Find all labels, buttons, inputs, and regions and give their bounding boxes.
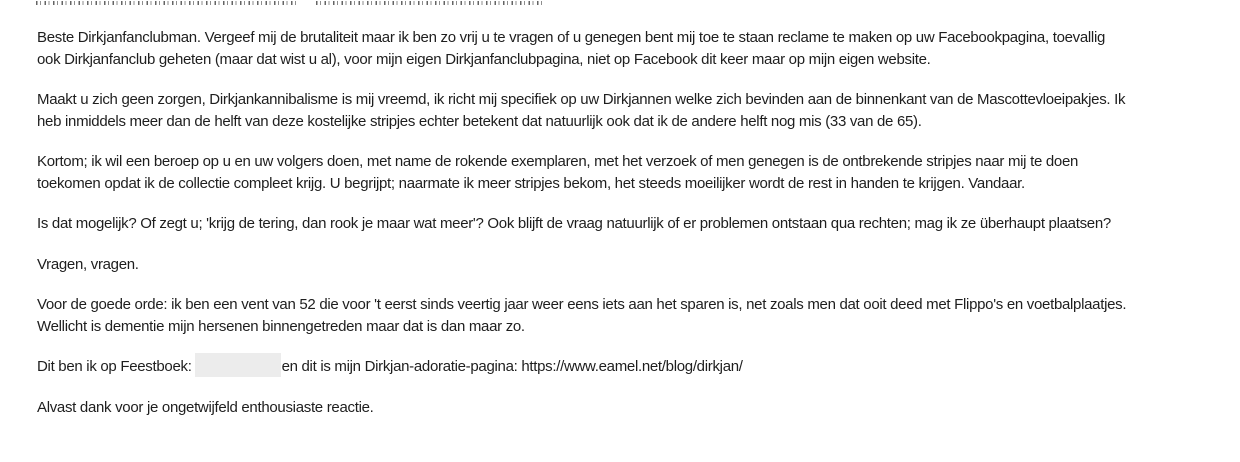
paragraph-feestboek xyxy=(37,356,1200,378)
feestboek-middle: en dit is mijn Dirkjan-adoratie-pagina: xyxy=(281,358,522,375)
paragraph-line: toekomen opdat ik de collectie compleet krijg. U begrijpt; naarmate ik meer stripjes bekom, het steeds moeilijker wordt de rest in handen te krijgen. Vandaar. xyxy=(37,174,1025,192)
paragraph-line xyxy=(37,356,1200,378)
paragraph-line: heb inmiddels meer dan de helft van deze kostelijke stripjes echter betekent dat natuurlijk ook dat ik de andere helft nog mis (33 van de 65). xyxy=(37,112,922,130)
paragraph-line: Wellicht is dementie mijn hersenen binnengetreden maar dat is dan maar zo. xyxy=(37,317,525,335)
paragraph-greeting xyxy=(37,27,1200,70)
paragraph-line: Beste Dirkjanfanclubman. Vergeef mij de brutaliteit maar ik ben zo vrij u te vragen of u genegen bent mij toe te staan reclame te maken op uw Facebookpagina, toevallig xyxy=(37,29,1106,46)
paragraph-about-me xyxy=(37,294,1200,337)
feestboek-prefix: Dit ben ik op Feestboek: xyxy=(37,358,192,375)
dirkjan-page-url: https://www.eamel.net/blog/dirkjan/ xyxy=(521,358,743,375)
redacted-facebook-name-box xyxy=(195,353,281,377)
paragraph-request xyxy=(37,151,1200,194)
paragraph-line: Vragen, vragen. xyxy=(37,255,139,273)
paragraph-line: ook Dirkjanfanclub geheten (maar dat wist u al), voor mijn eigen Dirkjanfanclubpagina, niet op Facebook dit keer maar op mijn eigen website. xyxy=(37,50,931,68)
clipped-heading-fragment-right xyxy=(316,1,545,5)
paragraph-vragen xyxy=(37,254,1200,276)
paragraph-collection xyxy=(37,89,1200,132)
paragraph-line: Voor de goede orde: ik ben een vent van 52 die voor 't eerst sinds veertig jaar weer eens iets aan het sparen is, net zoals men dat ooit deed met Flippo's en voetbalplaatjes. xyxy=(37,296,1127,313)
clipped-heading-fragment-left xyxy=(36,1,298,5)
letter-body xyxy=(37,27,1200,437)
paragraph-line: Alvast dank voor je ongetwijfeld enthousiaste reactie. xyxy=(37,398,374,416)
paragraph-line: Kortom; ik wil een beroep op u en uw volgers doen, met name de rokende exemplaren, met het verzoek of men genegen is de ontbrekende stripjes naar mij te doen xyxy=(37,153,1079,170)
paragraph-line: Is dat mogelijk? Of zegt u; 'krijg de tering, dan rook je maar wat meer'? Ook blijft de vraag natuurlijk of er problemen ontstaan qua rechten; mag ik ze überhaupt plaatsen? xyxy=(37,215,1111,232)
paragraph-line: Maakt u zich geen zorgen, Dirkjankannibalisme is mij vreemd, ik richt mij specifiek op uw Dirkjannen welke zich bevinden aan de binnenkant van de Mascottevloeipakjes. Ik xyxy=(37,91,1126,108)
paragraph-closing xyxy=(37,397,1200,419)
paragraph-question xyxy=(37,213,1200,235)
